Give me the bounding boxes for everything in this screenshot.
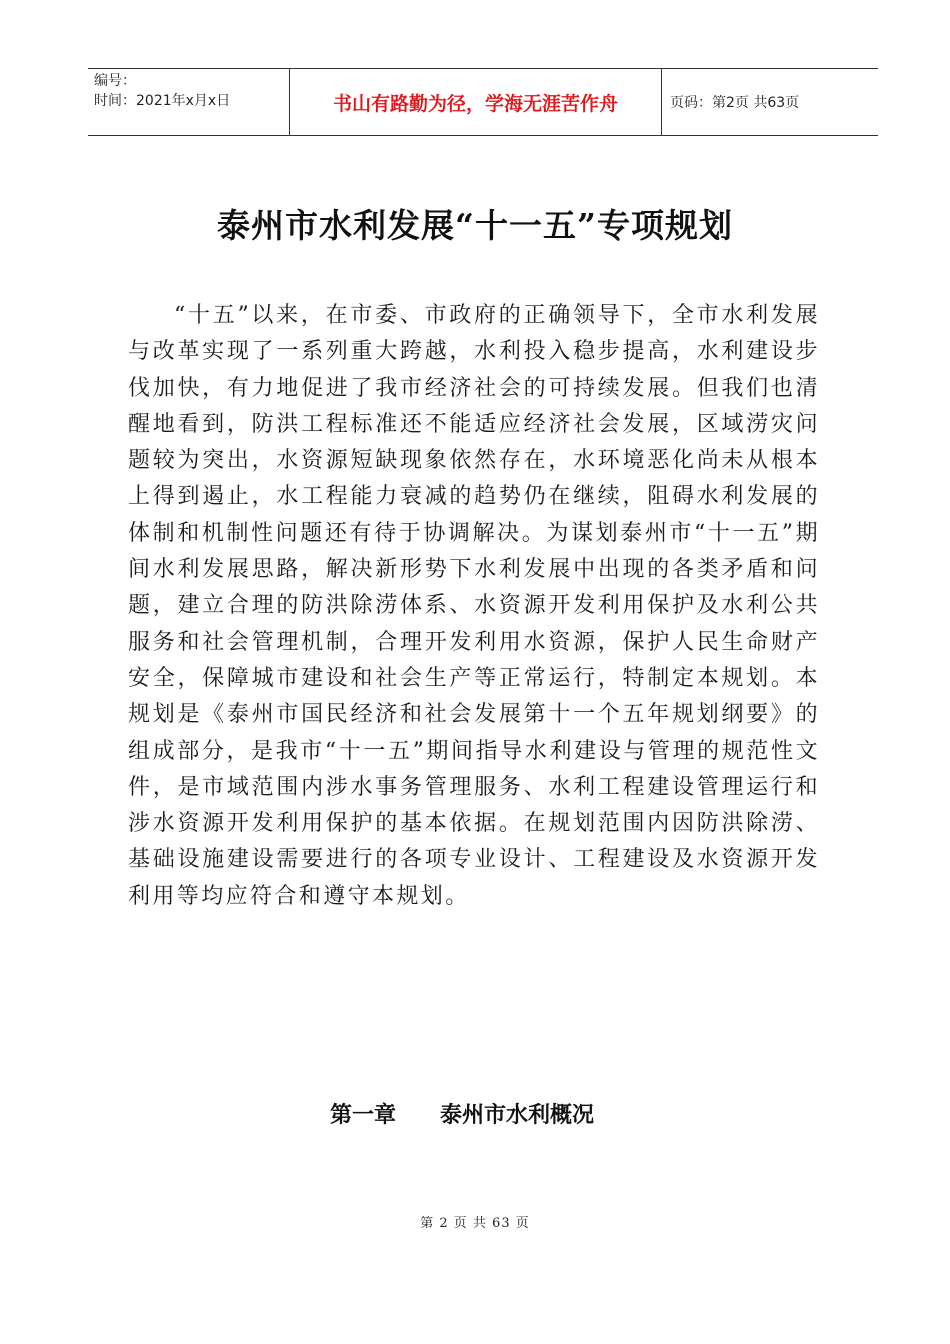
page-header [88,68,878,136]
page-footer: 第 2 页 共 63 页 [420,1216,530,1231]
header-page-info: 页码：第2页 共63页 [670,95,800,111]
header-motto: 书山有路勤为径，学海无涯苦作舟 [290,69,662,135]
document-number-label: 编号： [94,73,136,89]
header-meta [88,69,290,135]
chapter-heading: 第一章 泰州市水利概况 [330,1103,595,1128]
document-title: 泰州市水利发展“十一五”专项规划 [217,206,733,245]
document-time-label: 时间：2021年x月x日 [94,93,231,109]
body-paragraph: “十五”以来，在市委、市政府的正确领导下，全市水利发展与改革实现了一系列重大跨越，水利投入稳步提高，水利建设步伐加快，有力地促进了我市经济社会的可持续发展。但我们也清醒地看到，防洪工程标准还不能适应经济社会发展，区域涝灾问题较为突出，水资源短缺现象依然存在，水环境恶化尚未从根本上得到遏止，水工程能力衰减的趋势仍在继续，阻碍水利发展的体制和机制性问题还有待于协调解决。为谋划泰州市“十一五”期间水利发展思路，解决新形势下水利发展中出现的各类矛盾和问题，建立合理的防洪除涝体系、水资源开发利用保护及水利公共服务和社会管理机制，合理开发利用水资源，保护人民生命财产安全，保障城市建设和社会生产等正常运行，特制定本规划。本规划是《泰州市国民经济和社会发展第十一个五年规划纲要》的组成部分，是我市“十一五”期间指导水利建设与管理的规范性文件，是市域范围内涉水事务管理服务、水利工程建设管理运行和涉水资源开发利用保护的基本依据。在规划范围内因防洪除涝、基础设施建设需要进行的各项专业设计、工程建设及水资源开发利用等均应符合和遵守本规划。 [128,303,820,909]
